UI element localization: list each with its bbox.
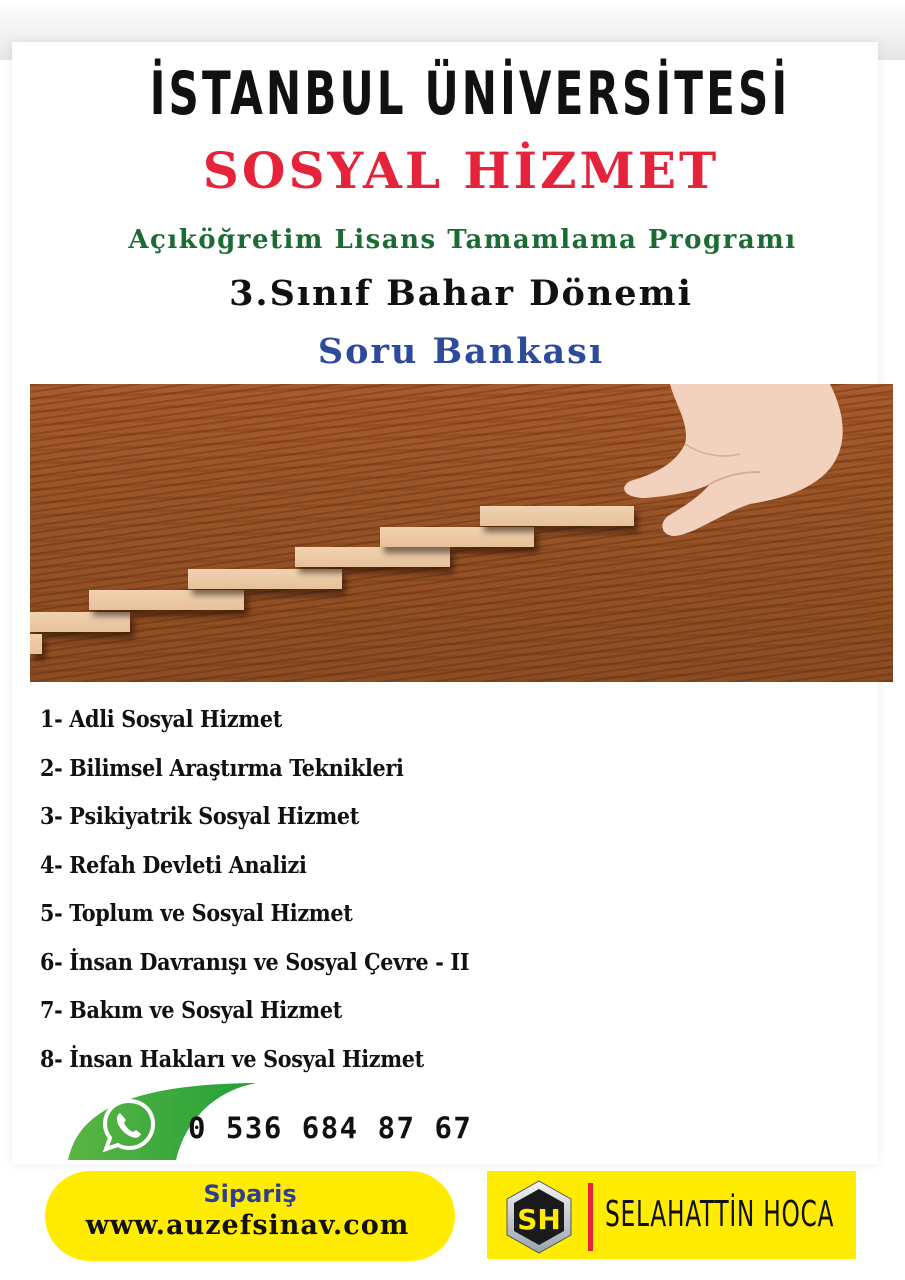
hand-image (600, 384, 860, 544)
course-item: 7- Bakım ve Sosyal Hizmet (40, 997, 342, 1024)
wood-block (295, 547, 450, 567)
order-label: Sipariş (203, 1180, 297, 1208)
whatsapp-icon[interactable] (100, 1097, 158, 1153)
course-list (40, 703, 640, 1091)
course-item: 8- İnsan Hakları ve Sosyal Hizmet (40, 1045, 424, 1073)
department-title: SOSYAL HİZMET (202, 141, 720, 200)
sh-logo-icon (499, 1177, 579, 1257)
brand-badge (487, 1171, 856, 1259)
course-item: 4- Refah Devleti Analizi (40, 851, 307, 879)
wood-block (188, 569, 342, 589)
brand-divider (588, 1183, 593, 1251)
course-item: 1- Adli Sosyal Hizmet (40, 706, 283, 733)
website-link[interactable]: www.auzefsinav.com (85, 1210, 410, 1241)
term-title: 3.Sınıf Bahar Dönemi (229, 273, 693, 314)
course-item: 3- Psikiyatrik Sosyal Hizmet (40, 803, 360, 830)
wood-block (380, 527, 534, 547)
course-item: 6- İnsan Davranışı ve Sosyal Çevre - II (40, 948, 470, 976)
svg-text:SH: SH (517, 1203, 561, 1236)
wood-block (30, 612, 130, 632)
wood-block (89, 590, 244, 610)
program-title: Açıköğretim Lisans Tamamlama Programı (128, 225, 797, 255)
order-website-badge[interactable] (45, 1171, 455, 1261)
product-title: Soru Bankası (317, 331, 605, 372)
wood-block (30, 634, 42, 654)
brand-name: SELAHATTİN HOCA (605, 1194, 835, 1235)
course-item: 2- Bilimsel Araştırma Teknikleri (40, 754, 404, 782)
course-item: 5- Toplum ve Sosyal Hizmet (40, 900, 353, 927)
university-title: İSTANBUL ÜNİVERSİTESİ (149, 59, 791, 129)
staircase-blocks-photo (30, 384, 893, 682)
phone-number[interactable]: 0 536 684 87 67 (188, 1111, 473, 1145)
